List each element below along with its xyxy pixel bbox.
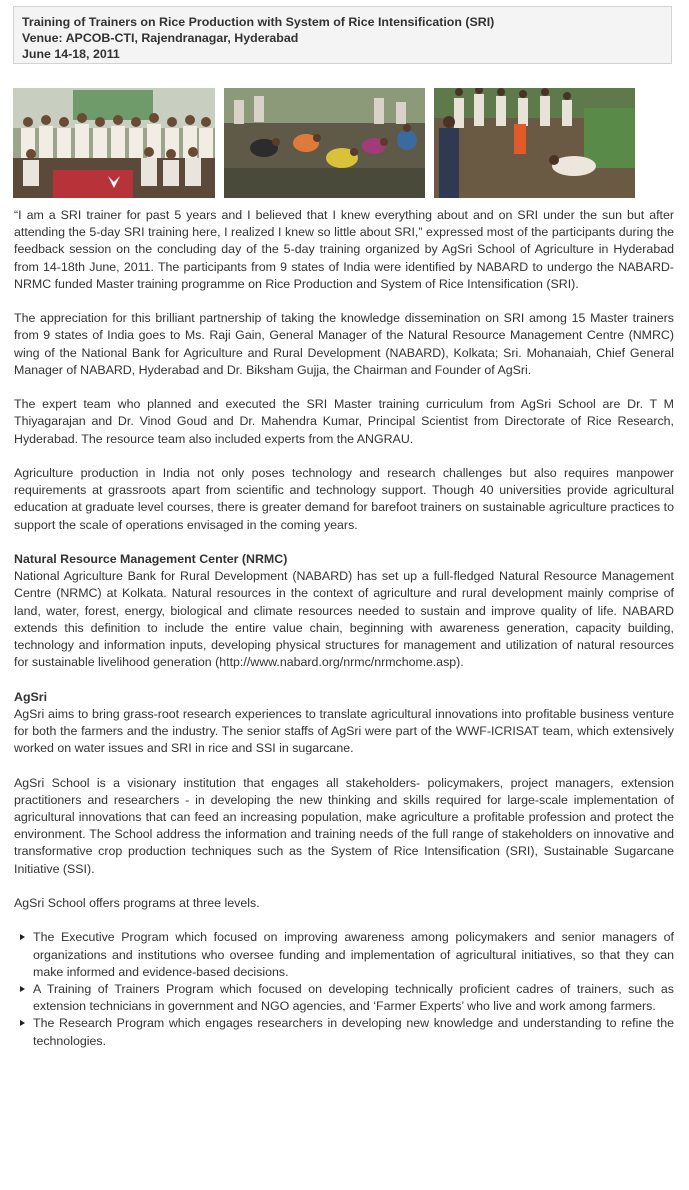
nrmc-paragraph: National Agriculture Bank for Rural Development (NABARD) has set up a full-fledged Natural Resource Management Centre (NRMC) at Kolkata. Natural resources in the context of agriculture and rural development mainly comprise of land, water, forest, energy, biological and climate resources needed to sustain and improve quality of life. NABARD extends this definition to include the entire value chain, beginning with awareness generation, capacity building, technology and information inputs, developing physical structures for management and utilization of natural resources for sustainable livelihood generation (http://www.nabard.org/nrmc/nrmchome.asp).	[14, 569, 674, 670]
triangle-bullet-icon	[20, 986, 25, 992]
agriculture-production-paragraph: Agriculture production in India not only poses technology and research challenges but also requires manpower requirements at grassroots apart from scientific and technology support. Though 40 universities provide agricultural education at graduate level courses, there is greater demand for barefoot trainers on sustainable agriculture practices to support the scale of operations envisaged in the coming years.	[14, 466, 674, 532]
event-header	[13, 6, 672, 64]
event-venue: Venue: APCOB-CTI, Rajendranagar, Hyderabad	[22, 31, 299, 45]
list-item	[33, 1015, 674, 1049]
agsri-school-paragraph: AgSri School is a visionary institution that engages all stakeholders- policymakers, project managers, extension practitioners and researchers - in developing the new thinking and skills required for large-scale implementation of agricultural innovations that can feed an increasing population, make agriculture a profitable profession and protect the environment. The School address the information and training needs of the full range of stakeholders on innovative and transformative crop production techniques such as the System of Rice Intensification (SRI), Sustainable Sugarcane Initiative (SSI).	[14, 775, 674, 876]
program-levels-intro: AgSri School offers programs at three levels.	[14, 896, 260, 911]
intro-paragraph: “I am a SRI trainer for past 5 years and I believed that I knew everything about and on SRI under the sun but after attending the 5-day SRI training here, I realized I knew so little about SRI,” expressed most of the participants during the feedback session on the concluding day of the 5-day training organized by AgSri School of Agriculture in Hyderabad from 14-18th June, 2011. The participants from 9 states of India were identified by NABARD to undergo the NABARD-NRMC funded Master training programme on Rice Production and System of Rice Intensification (SRI).	[14, 208, 674, 291]
nrmc-heading: Natural Resource Management Center (NRMC)	[14, 552, 288, 566]
group-photo	[13, 88, 215, 198]
list-item	[33, 981, 674, 1015]
program-text: The Executive Program which focused on improving awareness among policymakers and senior managers of organizations and institutions who oversee funding and implementation of agricultural initiatives, so that they can make informed and evidence-based decisions.	[33, 930, 674, 979]
triangle-bullet-icon	[20, 934, 25, 940]
event-title: Training of Trainers on Rice Production with System of Rice Intensification (SRI)	[22, 15, 495, 29]
agsri-paragraph: AgSri aims to bring grass-root research experiences to translate agricultural innovations into profitable business venture for both the farmers and the industry. The senior staffs of AgSri were part of the WWF-ICRISAT team, which extensively worked on water issues and SRI in rice and SSI in sugarcane.	[14, 706, 674, 756]
program-list	[14, 929, 674, 1049]
field-planting-photo	[224, 88, 425, 198]
event-date: June 14-18, 2011	[22, 47, 120, 61]
appreciation-paragraph: The appreciation for this brilliant partnership of taking the knowledge dissemination on SRI among 15 Master trainers from 9 states of India goes to Ms. Raji Gain, General Manager of the Natural Resource Management Centre (NMRC) wing of the National Bank for Agriculture and Rural Development (NABARD), Kolkata; Sri. Mohanaiah, Chief General Manager of NABARD, Hyderabad and Dr. Biksham Gujja, the Chairman and Founder of AgSri.	[14, 311, 674, 377]
article-body	[14, 207, 674, 1050]
agsri-heading: AgSri	[14, 689, 48, 704]
photo-strip	[13, 88, 673, 198]
program-text: The Research Program which engages researchers in developing new knowledge and understanding to refine the technologies.	[33, 1016, 674, 1048]
triangle-bullet-icon	[20, 1020, 25, 1026]
field-demonstration-photo	[434, 88, 635, 198]
program-text: A Training of Trainers Program which focused on developing technically proficient cadres of trainers, such as extension technicians in government and NGO agencies, and ‘Farmer Experts’ who live and work among farmers.	[33, 982, 674, 1014]
list-item	[33, 929, 674, 981]
expert-team-paragraph: The expert team who planned and executed the SRI Master training curriculum from AgSri School are Dr. T M Thiyagarajan and Dr. Vinod Goud and Dr. Mahendra Kumar, Principal Scientist from Directorate of Rice Research, Hyderabad. The resource team also included experts from the ANGRAU.	[14, 397, 674, 446]
